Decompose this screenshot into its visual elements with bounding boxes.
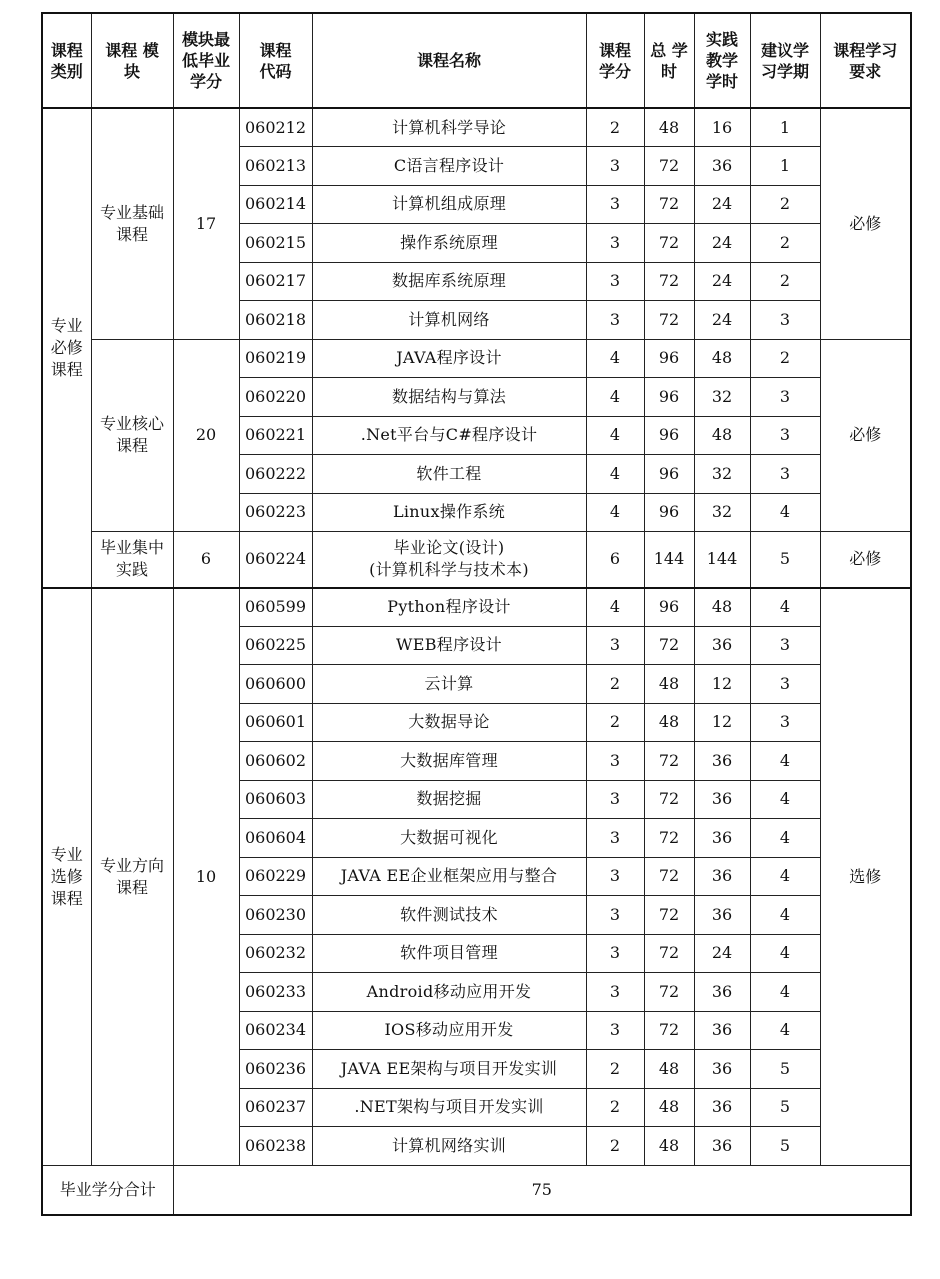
course-name: .Net平台与C#程序设计	[360, 425, 538, 445]
course-code: 060213	[239, 147, 312, 186]
course-practice-hours: 24	[694, 224, 750, 263]
course-name-cell	[312, 1011, 586, 1050]
module-label: 专业基础 课程	[99, 202, 164, 244]
course-term: 4	[750, 819, 820, 858]
course-name-cell	[312, 262, 586, 301]
course-code: 060217	[239, 262, 312, 301]
table-body	[42, 108, 911, 1165]
course-total-hours: 96	[644, 339, 694, 378]
course-credits: 3	[586, 934, 644, 973]
course-practice-hours: 32	[694, 378, 750, 417]
module-cell	[91, 339, 173, 532]
course-code: 060214	[239, 185, 312, 224]
course-total-hours: 72	[644, 147, 694, 186]
course-total-hours: 72	[644, 742, 694, 781]
course-practice-hours: 48	[694, 416, 750, 455]
course-code: 060222	[239, 455, 312, 494]
table-row	[42, 588, 911, 627]
course-total-hours: 72	[644, 857, 694, 896]
course-name-cell	[312, 819, 586, 858]
course-name: 计算机网络	[408, 309, 490, 329]
course-term: 3	[750, 455, 820, 494]
course-code: 060238	[239, 1127, 312, 1166]
course-code: 060604	[239, 819, 312, 858]
course-category-cell	[42, 588, 91, 1166]
course-credits: 3	[586, 262, 644, 301]
course-name: 软件工程	[416, 463, 482, 483]
course-term: 4	[750, 1011, 820, 1050]
course-practice-hours: 144	[694, 532, 750, 588]
course-term: 4	[750, 588, 820, 627]
header-total-hours: 总 学 时	[644, 13, 694, 108]
course-code: 060600	[239, 665, 312, 704]
course-credits: 3	[586, 973, 644, 1012]
course-total-hours: 72	[644, 896, 694, 935]
course-total-hours: 96	[644, 378, 694, 417]
course-category-label: 专业 选修 课程	[50, 844, 83, 908]
course-practice-hours: 36	[694, 1050, 750, 1089]
course-practice-hours: 24	[694, 262, 750, 301]
course-term: 3	[750, 626, 820, 665]
course-name: WEB程序设计	[396, 635, 502, 655]
course-credits: 3	[586, 224, 644, 263]
course-practice-hours: 24	[694, 185, 750, 224]
header-practice-hours: 实践 教学 学时	[694, 13, 750, 108]
course-name: 软件项目管理	[400, 943, 498, 963]
course-credits: 3	[586, 147, 644, 186]
course-practice-hours: 48	[694, 588, 750, 627]
course-name-cell	[312, 493, 586, 532]
course-term: 1	[750, 108, 820, 147]
course-credits: 3	[586, 780, 644, 819]
table-row	[42, 339, 911, 378]
table-row	[42, 532, 911, 588]
course-name: 大数据导论	[408, 712, 490, 732]
course-credits: 3	[586, 1011, 644, 1050]
course-name-cell	[312, 703, 586, 742]
course-term: 4	[750, 493, 820, 532]
course-code: 060218	[239, 301, 312, 340]
header-min-credits: 模块最 低毕业 学分	[173, 13, 239, 108]
total-label: 毕业学分合计	[42, 1165, 173, 1215]
course-name: 计算机组成原理	[391, 194, 507, 214]
course-credits: 2	[586, 665, 644, 704]
course-code: 060603	[239, 780, 312, 819]
course-term: 4	[750, 780, 820, 819]
course-name: .NET架构与项目开发实训	[354, 1097, 544, 1117]
course-total-hours: 72	[644, 626, 694, 665]
course-practice-hours: 24	[694, 301, 750, 340]
module-requirement: 必修	[820, 532, 911, 588]
course-credits: 4	[586, 588, 644, 627]
course-term: 5	[750, 1050, 820, 1089]
course-credits: 4	[586, 416, 644, 455]
course-practice-hours: 16	[694, 108, 750, 147]
module-requirement: 选修	[820, 588, 911, 1166]
course-name: 数据结构与算法	[391, 386, 507, 406]
course-total-hours: 72	[644, 780, 694, 819]
course-code: 060215	[239, 224, 312, 263]
course-code: 060225	[239, 626, 312, 665]
course-credits: 4	[586, 455, 644, 494]
header-module: 课程 模 块	[91, 13, 173, 108]
course-code: 060233	[239, 973, 312, 1012]
course-term: 2	[750, 185, 820, 224]
course-practice-hours: 24	[694, 934, 750, 973]
course-term: 5	[750, 532, 820, 588]
course-name-cell	[312, 780, 586, 819]
course-total-hours: 144	[644, 532, 694, 588]
course-name-cell	[312, 665, 586, 704]
course-practice-hours: 36	[694, 147, 750, 186]
course-code: 060232	[239, 934, 312, 973]
course-term: 4	[750, 973, 820, 1012]
course-practice-hours: 32	[694, 493, 750, 532]
course-credits: 6	[586, 532, 644, 588]
course-practice-hours: 36	[694, 742, 750, 781]
course-name-cell	[312, 934, 586, 973]
course-credits: 2	[586, 108, 644, 147]
course-total-hours: 72	[644, 934, 694, 973]
header-requirement: 课程学习 要求	[820, 13, 911, 108]
course-credits: 2	[586, 703, 644, 742]
course-code: 060230	[239, 896, 312, 935]
course-name-cell	[312, 339, 586, 378]
course-practice-hours: 36	[694, 1011, 750, 1050]
course-credits: 3	[586, 819, 644, 858]
course-credits: 3	[586, 626, 644, 665]
course-code: 060219	[239, 339, 312, 378]
course-credits: 2	[586, 1050, 644, 1089]
course-name-cell	[312, 455, 586, 494]
module-cell	[91, 108, 173, 339]
course-name-cell	[312, 224, 586, 263]
course-code: 060602	[239, 742, 312, 781]
course-practice-hours: 32	[694, 455, 750, 494]
course-total-hours: 72	[644, 224, 694, 263]
header-credits: 课程 学分	[586, 13, 644, 108]
module-label: 专业核心 课程	[99, 414, 164, 456]
course-term: 3	[750, 378, 820, 417]
total-row	[42, 1165, 911, 1215]
course-name: Linux操作系统	[392, 502, 506, 522]
course-name-cell	[312, 1088, 586, 1127]
course-name-cell	[312, 896, 586, 935]
course-code: 060229	[239, 857, 312, 896]
header-code: 课程 代码	[239, 13, 312, 108]
course-credits: 3	[586, 742, 644, 781]
module-min-credits: 6	[173, 532, 239, 588]
course-total-hours: 48	[644, 1127, 694, 1166]
course-name: Python程序设计	[387, 597, 511, 616]
module-min-credits: 17	[173, 108, 239, 339]
course-total-hours: 72	[644, 1011, 694, 1050]
module-min-credits: 10	[173, 588, 239, 1166]
course-code: 060221	[239, 416, 312, 455]
course-credits: 3	[586, 301, 644, 340]
course-code: 060212	[239, 108, 312, 147]
course-code: 060234	[239, 1011, 312, 1050]
course-name: 计算机网络实训	[391, 1135, 507, 1155]
course-term: 2	[750, 224, 820, 263]
course-total-hours: 72	[644, 819, 694, 858]
course-practice-hours: 36	[694, 973, 750, 1012]
module-requirement: 必修	[820, 108, 911, 339]
course-term: 3	[750, 416, 820, 455]
course-practice-hours: 12	[694, 665, 750, 704]
course-term: 2	[750, 262, 820, 301]
course-practice-hours: 36	[694, 626, 750, 665]
course-total-hours: 48	[644, 1088, 694, 1127]
module-cell	[91, 588, 173, 1166]
course-term: 3	[750, 301, 820, 340]
course-total-hours: 48	[644, 1050, 694, 1089]
course-term: 1	[750, 147, 820, 186]
course-total-hours: 72	[644, 262, 694, 301]
course-name: 数据挖掘	[416, 789, 482, 809]
course-name: C语言程序设计	[393, 155, 505, 175]
course-name-cell	[312, 857, 586, 896]
module-label: 专业方向 课程	[99, 855, 164, 897]
course-name: 毕业论文(设计) (计算机科学与技术本)	[369, 538, 529, 580]
course-practice-hours: 12	[694, 703, 750, 742]
course-name: 云计算	[424, 673, 474, 693]
course-name: 计算机科学导论	[391, 117, 507, 137]
course-total-hours: 96	[644, 588, 694, 627]
course-name: 大数据可视化	[400, 827, 498, 847]
course-name: 操作系统原理	[400, 232, 498, 252]
course-code: 060599	[239, 588, 312, 627]
course-name-cell	[312, 301, 586, 340]
course-total-hours: 72	[644, 185, 694, 224]
course-total-hours: 96	[644, 455, 694, 494]
course-name-cell	[312, 108, 586, 147]
course-name-cell	[312, 742, 586, 781]
module-cell	[91, 532, 173, 588]
course-code: 060223	[239, 493, 312, 532]
course-credits: 3	[586, 896, 644, 935]
course-practice-hours: 36	[694, 1127, 750, 1166]
course-total-hours: 72	[644, 973, 694, 1012]
course-practice-hours: 36	[694, 780, 750, 819]
course-code: 060224	[239, 532, 312, 588]
course-name-cell	[312, 147, 586, 186]
course-practice-hours: 48	[694, 339, 750, 378]
header-term: 建议学 习学期	[750, 13, 820, 108]
course-total-hours: 96	[644, 416, 694, 455]
course-name: IOS移动应用开发	[384, 1020, 514, 1040]
course-term: 4	[750, 857, 820, 896]
course-term: 3	[750, 665, 820, 704]
course-name: 大数据库管理	[400, 750, 498, 770]
course-name-cell	[312, 1127, 586, 1166]
course-total-hours: 48	[644, 108, 694, 147]
course-category-cell	[42, 108, 91, 588]
course-total-hours: 48	[644, 665, 694, 704]
course-name-cell	[312, 626, 586, 665]
header-row	[42, 13, 911, 108]
course-code: 060237	[239, 1088, 312, 1127]
course-term: 4	[750, 896, 820, 935]
module-label: 毕业集中 实践	[99, 538, 164, 580]
course-name: Android移动应用开发	[366, 981, 532, 1001]
course-category-label: 专业 必修 课程	[50, 315, 83, 379]
course-term: 4	[750, 934, 820, 973]
curriculum-table	[41, 12, 912, 1216]
course-practice-hours: 36	[694, 1088, 750, 1127]
course-name: 软件测试技术	[400, 904, 498, 924]
course-name-cell	[312, 416, 586, 455]
course-name-cell	[312, 532, 586, 588]
course-credits: 4	[586, 339, 644, 378]
course-name: 数据库系统原理	[391, 271, 507, 291]
course-name: JAVA程序设计	[396, 348, 502, 368]
course-credits: 3	[586, 185, 644, 224]
course-credits: 4	[586, 493, 644, 532]
course-name-cell	[312, 588, 586, 627]
course-code: 060236	[239, 1050, 312, 1089]
course-term: 3	[750, 703, 820, 742]
course-credits: 3	[586, 857, 644, 896]
course-term: 5	[750, 1127, 820, 1166]
course-practice-hours: 36	[694, 896, 750, 935]
table-row	[42, 108, 911, 147]
course-name-cell	[312, 973, 586, 1012]
course-name: JAVA EE企业框架应用与整合	[340, 866, 558, 886]
course-total-hours: 72	[644, 301, 694, 340]
course-credits: 2	[586, 1127, 644, 1166]
course-credits: 4	[586, 378, 644, 417]
module-requirement: 必修	[820, 339, 911, 532]
course-term: 4	[750, 742, 820, 781]
course-total-hours: 96	[644, 493, 694, 532]
total-value: 75	[173, 1165, 911, 1215]
course-term: 2	[750, 339, 820, 378]
header-category: 课程 类别	[42, 13, 91, 108]
course-practice-hours: 36	[694, 819, 750, 858]
module-min-credits: 20	[173, 339, 239, 532]
header-name: 课程名称	[312, 13, 586, 108]
course-name-cell	[312, 185, 586, 224]
course-code: 060220	[239, 378, 312, 417]
course-name-cell	[312, 378, 586, 417]
course-code: 060601	[239, 703, 312, 742]
course-name: JAVA EE架构与项目开发实训	[340, 1058, 558, 1078]
course-total-hours: 48	[644, 703, 694, 742]
course-credits: 2	[586, 1088, 644, 1127]
course-practice-hours: 36	[694, 857, 750, 896]
course-term: 5	[750, 1088, 820, 1127]
course-name-cell	[312, 1050, 586, 1089]
